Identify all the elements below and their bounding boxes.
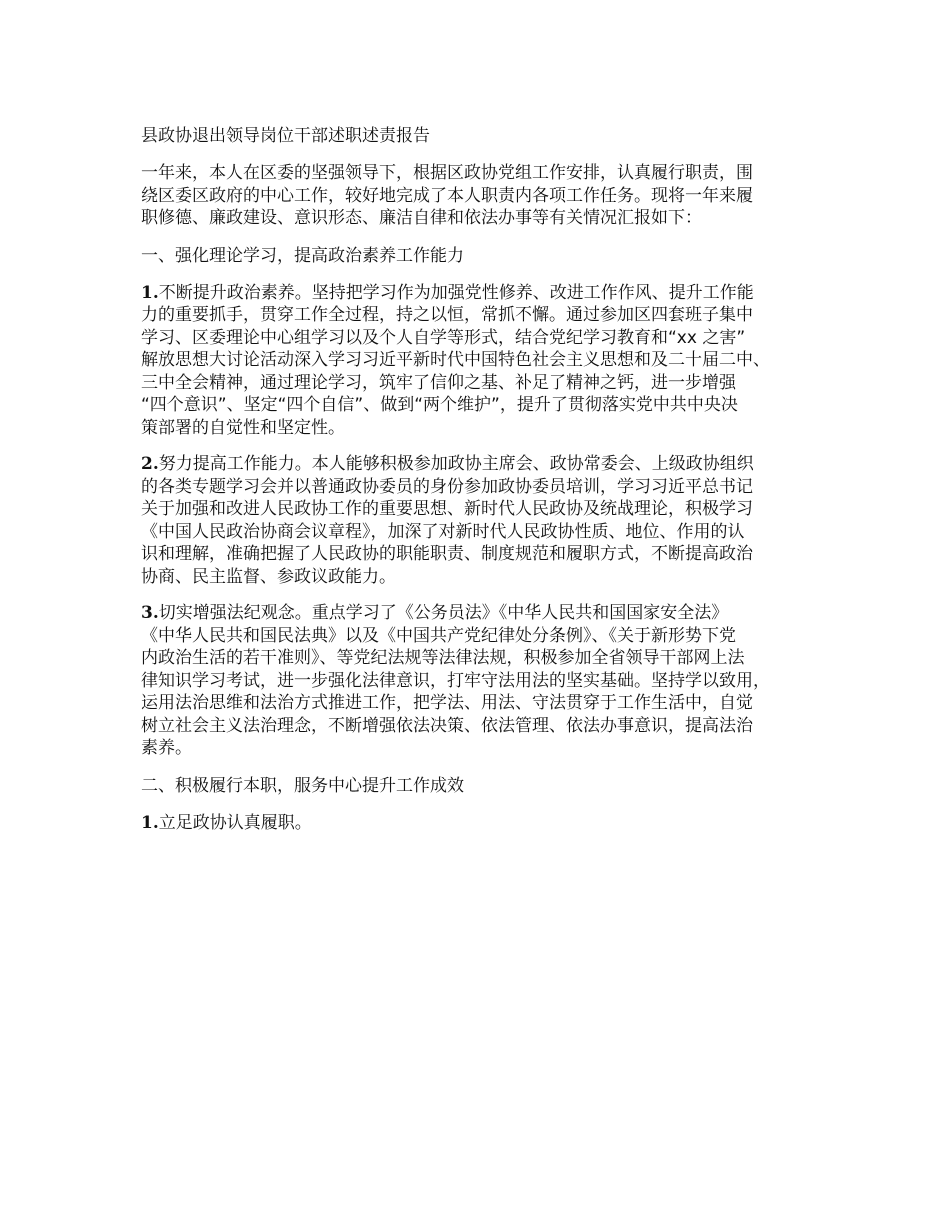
intro-line: 一年来，本人在区委的坚强领导下，根据区政协党组工作安排，认真履行职责，围 xyxy=(141,163,753,183)
document-title: 县政协退出领导岗位干部述职述责报告 xyxy=(141,126,430,146)
paragraph-text: 立足政协认真履职。 xyxy=(158,812,312,833)
section-heading-2: 二、积极履行本职，服务中心提升工作成效 xyxy=(141,775,464,796)
item-number: 3. xyxy=(141,603,159,623)
paragraph-line: 《中国人民政治协商会议章程》，加深了对新时代人民政协性质、地位、作用的认 xyxy=(141,521,745,542)
item-paragraph-4 xyxy=(141,812,841,835)
paragraph-line xyxy=(141,282,841,305)
paragraph-line: 学习、区委理论中心组学习以及个人自学等形式，结合党纪学习教育和“xx 之害” xyxy=(141,327,746,348)
item-number: 2. xyxy=(141,454,159,474)
paragraph-line: 力的重要抓手，贯穿工作全过程，持之以恒，常抓不懈。通过参加区四套班子集中 xyxy=(141,305,753,325)
paragraph-line: 解放思想大讨论活动深入学习习近平新时代中国特色社会主义思想和及二十届二中、 xyxy=(141,350,770,370)
item-paragraph-1 xyxy=(141,282,841,440)
paragraph-line xyxy=(141,602,841,625)
paragraph-line: 《中华人民共和国民法典》以及《中国共产党纪律处分条例》、《关于新形势下党 xyxy=(141,625,736,646)
paragraph-line: 协商、民主监督、参政议政能力。 xyxy=(141,566,396,587)
paragraph-text: 切实增强法纪观念。重点学习了《公务员法》《中华人民共和国国家安全法》 xyxy=(158,603,729,623)
paragraph-line: 律知识学习考试，进一步强化法律意识，打牢守法用法的坚实基础。坚持学以致用， xyxy=(141,670,770,691)
paragraph-line: 策部署的自觉性和坚定性。 xyxy=(141,417,345,438)
item-paragraph-2 xyxy=(141,453,841,588)
paragraph-line xyxy=(141,453,841,476)
intro-line: 绕区委区政府的中心工作，较好地完成了本人职责内各项工作任务。现将一年来履 xyxy=(141,185,753,206)
paragraph-line: 的各类专题学习会并以普通政协委员的身份参加政协委员培训，学习习近平总书记 xyxy=(141,476,753,497)
paragraph-text: 努力提高工作能力。本人能够积极参加政协主席会、政协常委会、上级政协组织 xyxy=(158,454,754,474)
section-heading-1: 一、强化理论学习，提高政治素养工作能力 xyxy=(141,245,464,266)
paragraph-line xyxy=(141,812,841,835)
item-paragraph-3 xyxy=(141,602,841,760)
document-page xyxy=(141,124,841,848)
paragraph-line: 三中全会精神，通过理论学习，筑牢了信仰之基、补足了精神之钙，进一步增强 xyxy=(141,372,736,393)
intro-paragraph xyxy=(141,162,841,230)
paragraph-line: 素养。 xyxy=(141,738,192,758)
paragraph-line: 识和理解，准确把握了人民政协的职能职责、制度规范和履职方式，不断提高政治 xyxy=(141,544,753,564)
paragraph-line: 树立社会主义法治理念，不断增强依法决策、依法管理、依法办事意识，提高法治 xyxy=(141,715,753,736)
paragraph-line: 内政治生活的若干准则》、等党纪法规等法律法规，积极参加全省领导干部网上法 xyxy=(141,648,745,668)
paragraph-line: 关于加强和改进人民政协工作的重要思想、新时代人民政协及统战理论，积极学习 xyxy=(141,499,753,519)
paragraph-line: “四个意识”、坚定“四个自信”、做到“两个维护”，提升了贯彻落实党中共中央决 xyxy=(141,395,738,415)
intro-line: 职修德、廉政建设、意识形态、廉洁自律和依法办事等有关情况汇报如下： xyxy=(141,208,702,228)
paragraph-line: 运用法治思维和法治方式推进工作，把学法、用法、守法贯穿于工作生活中，自觉 xyxy=(141,693,753,713)
paragraph-text: 不断提升政治素养。坚持把学习作为加强党性修养、改进工作作风、提升工作能 xyxy=(158,282,754,303)
item-number: 1. xyxy=(141,812,159,833)
item-number: 1. xyxy=(141,282,159,303)
